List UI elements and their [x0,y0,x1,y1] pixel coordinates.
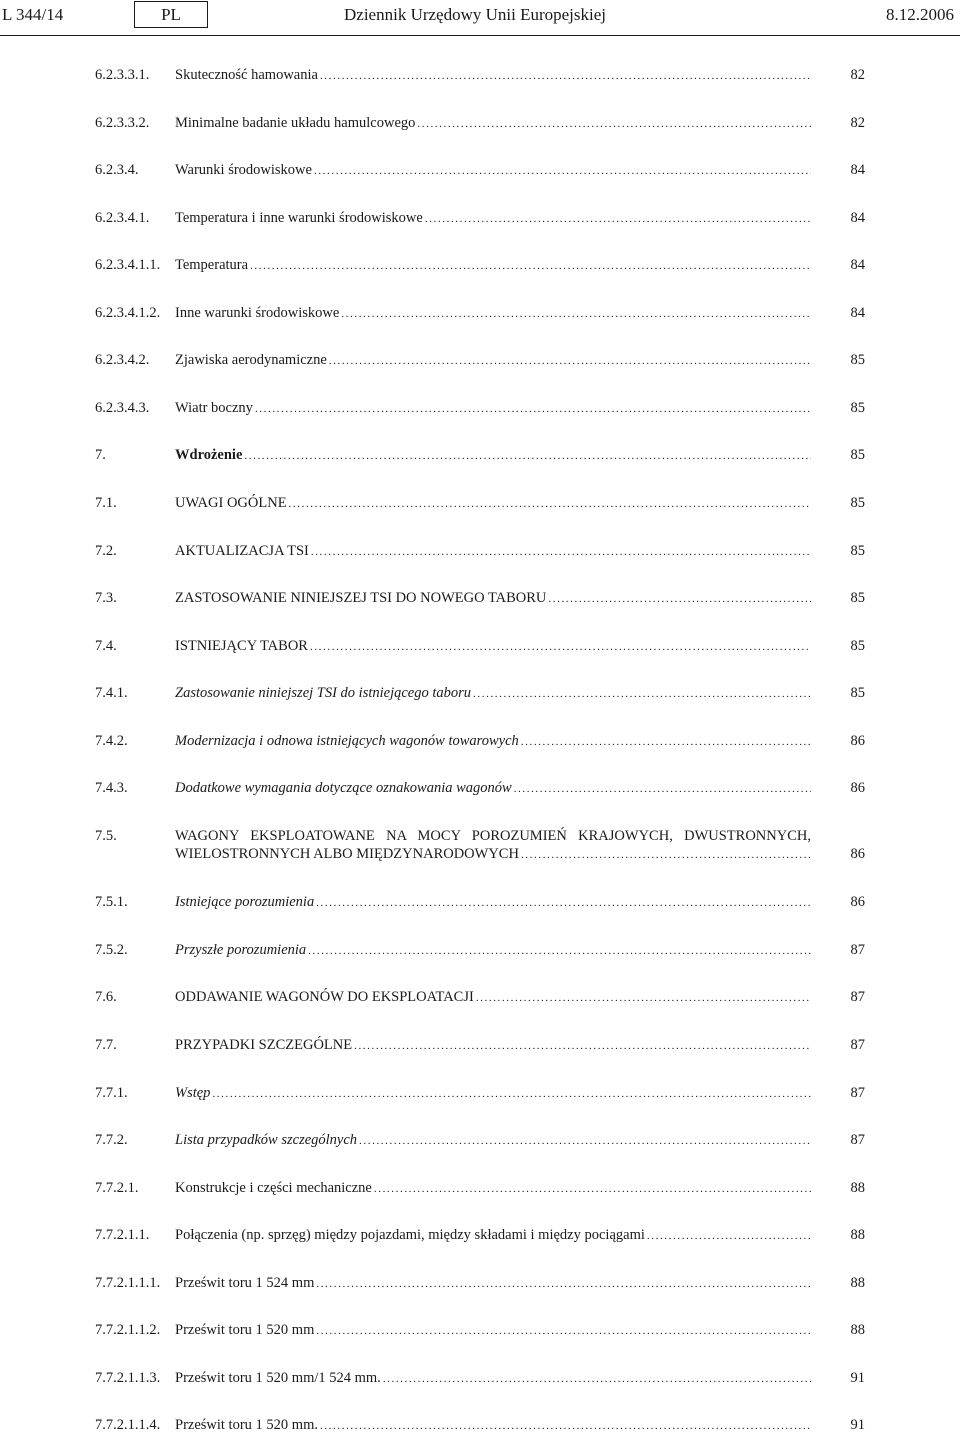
dot-leader [476,989,811,1007]
toc-entry-title-continued: WIELOSTRONNYCH ALBO MIĘDZYNARODOWYCH [175,846,519,862]
dot-leader [212,1085,811,1103]
toc-entry-page: 88 [850,1227,865,1243]
toc-entry-title: Przyszłe porozumienia [175,942,307,958]
journal-title: Dziennik Urzędowy Unii Europejskiej [344,5,607,24]
journal-reference: L 344/14 [2,5,64,24]
toc-entry-number: 7.7.2.1.1.1. [95,1275,161,1291]
toc-entry-page: 85 [850,447,865,463]
toc-entry-number: 6.2.3.4.1.1. [95,257,161,273]
toc-entry-title: Lista przypadków szczególnych [175,1132,358,1148]
toc-entry-number: 7.3. [95,590,117,606]
dot-leader [341,305,811,323]
toc-entry-title: Modernizacja i odnowa istniejących wagonów towarowych [175,733,519,749]
dot-leader [425,210,811,228]
toc-entry-number: 7.7.2.1.1. [95,1227,150,1243]
dot-leader [354,1037,811,1055]
toc-entry-title: ODDAWANIE WAGONÓW DO EKSPLOATACJI [175,989,474,1005]
toc-entry-title: PRZYPADKI SZCZEGÓLNE [175,1037,353,1053]
toc-entry-page: 86 [850,894,865,910]
toc-entry-page: 91 [850,1417,865,1433]
dot-leader [647,1227,811,1245]
toc-entry-number: 6.2.3.4.2. [95,352,150,368]
toc-entry-title: ZASTOSOWANIE NINIEJSZEJ TSI DO NOWEGO TABORU [175,590,547,606]
toc-entry-title: Temperatura [175,257,249,273]
toc-entry-title: ISTNIEJĄCY TABOR [175,638,308,654]
toc-entry-number: 7.7.2.1.1.4. [95,1417,161,1433]
toc-entry-title: Wstęp [175,1085,211,1101]
toc-entry-title: Zastosowanie niniejszej TSI do istniejącego taboru [175,685,472,701]
toc-entry-page: 85 [850,638,865,654]
dot-leader [521,846,811,864]
dot-leader [250,257,811,275]
toc-entry-title: Połączenia (np. sprzęg) między pojazdami, między składami i między pociągami [175,1227,645,1243]
toc-entry-title: Dodatkowe wymagania dotyczące oznakowania wagonów [175,780,512,796]
toc-entry-page: 88 [850,1322,865,1338]
toc-entry-number: 6.2.3.4. [95,162,139,178]
dot-leader [244,447,811,465]
toc-entry-title: Prześwit toru 1 520 mm/1 524 mm. [175,1370,381,1386]
toc-entry-page: 82 [850,67,865,83]
toc-entry-title: Prześwit toru 1 524 mm [175,1275,315,1291]
toc-entry-number: 7.5. [95,828,117,844]
toc-entry-title: Wdrożenie [175,447,243,463]
dot-leader [514,780,811,798]
toc-entry-title: Istniejące porozumienia [175,894,315,910]
toc-entry-number: 7.4.1. [95,685,128,701]
dot-leader [548,590,811,608]
dot-leader [320,1417,811,1435]
toc-entry-number: 7.4.3. [95,780,128,796]
toc-entry-title: Prześwit toru 1 520 mm [175,1322,315,1338]
toc-entry-number: 6.2.3.4.3. [95,400,150,416]
dot-leader [329,352,811,370]
toc-entry-page: 86 [850,846,865,862]
toc-entry-page: 84 [850,257,865,273]
toc-entry-page: 85 [850,543,865,559]
dot-leader [473,685,811,703]
toc-entry-title: AKTUALIZACJA TSI [175,543,309,559]
dot-leader [320,67,811,85]
toc-entry-title: Skuteczność hamowania [175,67,318,83]
toc-entry-page: 87 [850,942,865,958]
toc-entry-number: 7.4.2. [95,733,128,749]
dot-leader [310,638,811,656]
toc-entry-title: Zjawiska aerodynamiczne [175,352,327,368]
dot-leader [374,1180,811,1198]
toc-entry-page: 84 [850,305,865,321]
toc-entry-number: 7.7.1. [95,1085,128,1101]
toc-entry-number: 7. [95,447,106,463]
toc-entry-title: Wiatr boczny [175,400,253,416]
toc-entry-title: Temperatura i inne warunki środowiskowe [175,210,423,226]
toc-entry-page: 85 [850,400,865,416]
language-badge: PL [134,1,208,28]
dot-leader [316,894,811,912]
toc-entry-number: 7.7.2.1. [95,1180,139,1196]
toc-entry-number: 6.2.3.3.1. [95,67,150,83]
toc-entry-page: 84 [850,210,865,226]
dot-leader [383,1370,811,1388]
toc-entry-number: 7.7.2. [95,1132,128,1148]
toc-entry-number: 7.6. [95,989,117,1005]
header-divider [0,35,960,36]
toc-entry-number: 7.7.2.1.1.2. [95,1322,161,1338]
toc-entry-title: Warunki środowiskowe [175,162,312,178]
dot-leader [316,1322,811,1340]
toc-entry-page: 85 [850,352,865,368]
dot-leader [316,1275,811,1293]
toc-entry-page: 86 [850,780,865,796]
dot-leader [308,942,811,960]
toc-entry-title: Prześwit toru 1 520 mm. [175,1417,318,1433]
toc-entry-number: 7.7.2.1.1.3. [95,1370,161,1386]
toc-entry-page: 82 [850,115,865,131]
dot-leader [521,733,811,751]
toc-entry-page: 88 [850,1275,865,1291]
toc-entry-page: 87 [850,1085,865,1101]
toc-entry-number: 6.2.3.4.1.2. [95,305,161,321]
toc-entry-page: 86 [850,733,865,749]
toc-entry-number: 7.4. [95,638,117,654]
dot-leader [314,162,811,180]
toc-entry-title: Minimalne badanie układu hamulcowego [175,115,416,131]
toc-entry-number: 7.7. [95,1037,117,1053]
toc-entry-number: 6.2.3.3.2. [95,115,150,131]
toc-entry-number: 7.2. [95,543,117,559]
page-header [0,0,960,34]
dot-leader [417,115,811,133]
toc-entry-page: 85 [850,495,865,511]
toc-entry-page: 84 [850,162,865,178]
toc-entry-page: 87 [850,1132,865,1148]
toc-entry-title: WAGONY EKSPLOATOWANE NA MOCY POROZUMIEŃ KRAJOWYCH, DWUSTRONNYCH, [175,828,811,844]
dot-leader [255,400,811,418]
toc-entry-title: UWAGI OGÓLNE [175,495,287,511]
toc-entry-page: 87 [850,989,865,1005]
publication-date: 8.12.2006 [886,5,954,24]
dot-leader [311,543,811,561]
dot-leader [359,1132,811,1150]
toc-entry-number: 6.2.3.4.1. [95,210,150,226]
toc-entry-page: 91 [850,1370,865,1386]
dot-leader [289,495,811,513]
toc-entry-number: 7.5.1. [95,894,128,910]
toc-entry-number: 7.5.2. [95,942,128,958]
toc-entry-number: 7.1. [95,495,117,511]
toc-entry-title: Inne warunki środowiskowe [175,305,340,321]
toc-entry-page: 87 [850,1037,865,1053]
toc-entry-title: Konstrukcje i części mechaniczne [175,1180,372,1196]
toc-entry-page: 85 [850,590,865,606]
toc-entry-page: 88 [850,1180,865,1196]
toc-entry-page: 85 [850,685,865,701]
